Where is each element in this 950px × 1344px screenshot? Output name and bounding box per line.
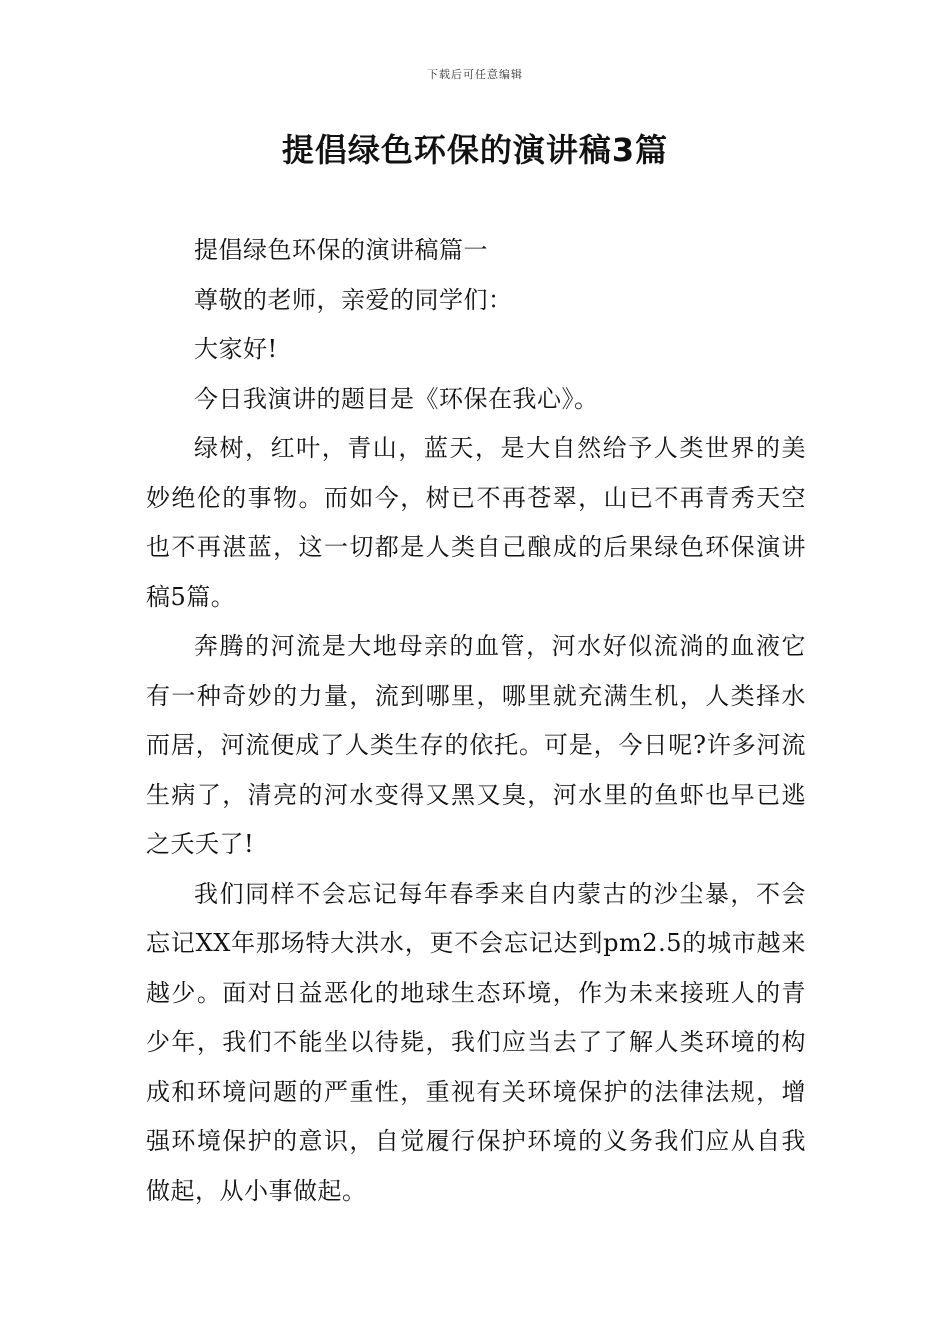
speech-topic: 今日我演讲的题目是《环保在我心》。: [194, 384, 599, 413]
document-body: [146, 226, 806, 1216]
body-paragraph: 我们同样不会忘记每年春季来自内蒙古的沙尘暴，不会忘记XX年那场特大洪水，更不会忘记达到pm2.5的城市越来越少。面对日益恶化的地球生态环境，作为未来接班人的青少年，我们不能坐以待毙，我们应当去了了解人类环境的构成和环境问题的严重性，重视有关环境保护的法律法规，增强环境保护的意识，自觉履行保护环境的义务我们应从自我做起，从小事做起。: [146, 879, 806, 1205]
greeting: 大家好!: [194, 335, 278, 363]
body-paragraph: 奔腾的河流是大地母亲的血管，河水好似流淌的血液它有一种奇妙的力量，流到哪里，哪里就充满生机，人类择水而居，河流便成了人类生存的依托。可是，今日呢?许多河流生病了，清亮的河水变得又黑又臭，河水里的鱼虾也早已逃之夭夭了!: [146, 632, 806, 858]
body-paragraph: 绿树，红叶，青山，蓝天，是大自然给予人类世界的美妙绝伦的事物。而如今，树已不再苍翠，山已不再青秀天空也不再湛蓝，这一切都是人类自己酿成的后果绿色环保演讲稿5篇。: [146, 434, 806, 611]
salutation: 尊敬的老师，亲爱的同学们：: [194, 285, 513, 314]
header-note: 下载后可任意编辑: [427, 68, 523, 81]
section-heading: 提倡绿色环保的演讲稿篇一: [194, 236, 488, 264]
document-title: 提倡绿色环保的演讲稿3篇: [281, 131, 669, 169]
